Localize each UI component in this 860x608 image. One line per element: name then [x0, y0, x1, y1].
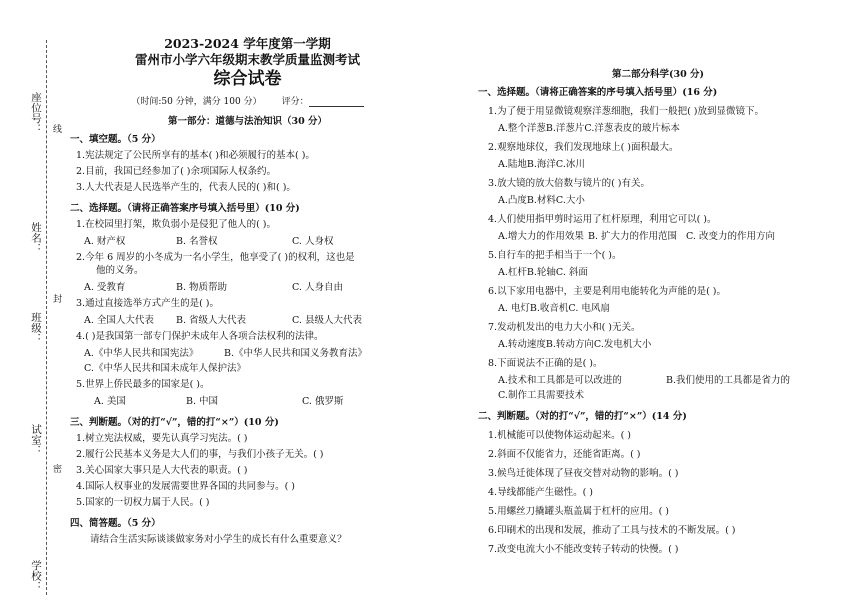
binding-margin [0, 0, 61, 608]
option: C.冰川 [555, 159, 585, 170]
time-info: （时间:50 分钟，满分 100 分） [131, 97, 262, 107]
option: A.整个洋葱 [498, 123, 546, 134]
p2-judge-q2: 2.斜面不仅能省力，还能省距离。( ) [488, 449, 641, 460]
p1-sec1-title: 一、填空题。（5 分） [70, 134, 161, 145]
p1-choice-q3: 3.通过直接选举方式产生的是( )。 [76, 298, 219, 309]
option: B. 扩大力的作用范围 [588, 231, 678, 242]
score-blank[interactable] [309, 106, 364, 107]
p2-choice-q8-options [478, 375, 838, 387]
p1-choice-q4-option-c-row [70, 363, 425, 375]
option: C.发电机大小 [593, 339, 652, 350]
class-label: 班级： [30, 312, 42, 344]
p1-fill-q2: 2.目前，我国已经参加了( )余项国际人权条约。 [76, 166, 276, 177]
seat-number-field [30, 92, 42, 134]
p1-fill-q3: 3.人大代表是人民选举产生的，代表人民的( )和( )。 [76, 182, 296, 193]
p2-choice-q1: 1.为了便于用显微镜观察洋葱细胞，我们一般把( )放到显微镜下。 [488, 106, 764, 117]
p2-choice-q8-option-c-row [478, 390, 838, 402]
p2-choice-q3: 3.放大镜的放大倍数与镜片的( )有关。 [488, 178, 650, 189]
option: A.转动速度 [498, 339, 546, 350]
p2-choice-q2-options [478, 159, 838, 171]
p1-choice-q5-options [70, 396, 425, 408]
right-column [478, 60, 838, 556]
option: C.《中华人民共和国未成年人保护法》 [84, 363, 246, 374]
exam-name-line: 雷州市小学六年级期末教学质量监测考试 [134, 52, 360, 67]
option: B. 省级人大代表 [176, 315, 247, 326]
p1-judge-q2: 2.履行公民基本义务是大人们的事，与我们小孩子无关。( ) [76, 449, 324, 460]
p2-choice-q5-options [478, 267, 838, 279]
seal-mark-secret: 密 [51, 464, 61, 473]
p2-choice-q6-options [478, 303, 838, 315]
p1-short-answer-q: 请结合生活实际谈谈做家务对小学生的成长有什么重要意义？ [90, 534, 347, 545]
p1-choice-q1: 1.在校园里打架，欺负弱小是侵犯了他人的( )。 [76, 219, 276, 230]
p2-choice-q3-options [478, 195, 838, 207]
option: A. 全国人大代表 [84, 315, 154, 326]
p2-judge-q4: 4.导线都能产生磁性。( ) [488, 487, 593, 498]
option: C. 改变力的作用方向 [686, 231, 775, 242]
option: C. 县级人大代表 [292, 315, 362, 326]
option: B.海洋 [526, 159, 556, 170]
option: C.洋葱表皮的玻片标本 [584, 123, 680, 134]
p1-judge-q5: 5.国家的一切权力属于人民。( ) [76, 497, 210, 508]
p1-judge-q3: 3.关心国家大事只是人大代表的职责。( ) [76, 465, 248, 476]
p1-judge-q1: 1.树立宪法权威，要先认真学习宪法。( ) [76, 433, 248, 444]
score-label: 评分： [281, 97, 309, 107]
option: B.收音机 [529, 303, 569, 314]
option: A. 财产权 [84, 236, 126, 247]
p1-choice-q4-options [70, 348, 425, 360]
paper-title: 综合试卷 [213, 69, 282, 89]
p1-choice-q4: 4.( )是我国第一部专门保护未成年人各项合法权利的法律。 [76, 331, 324, 342]
p2-judge-q6: 6.印刷术的出现和发展，推动了工具与技术的不断发展。( ) [488, 525, 736, 536]
name-field [30, 222, 42, 254]
p2-choice-q7-options [478, 339, 838, 351]
seat-label: 座位号： [30, 92, 42, 134]
p1-choice-q2-options [70, 282, 425, 294]
p2-choice-q8: 8.下面说法不正确的是( )。 [488, 358, 603, 369]
school-field [30, 560, 42, 592]
p1-fill-q1: 1.宪法规定了公民所享有的基本( )和必须履行的基本( )。 [76, 150, 315, 161]
p1-sec4-title: 四、简答题。（5 分） [70, 518, 161, 529]
option: B.《中华人民共和国义务教育法》 [224, 348, 368, 359]
p2-choice-q5: 5.自行车的把手相当于一个( )。 [488, 250, 622, 261]
seal-mark-seal: 封 [51, 294, 61, 303]
p2-choice-q7: 7.发动机发出的电力大小和( )无关。 [488, 322, 641, 333]
p1-choice-q2: 2.今年 6 周岁的小冬成为一名小学生，他享受了( )的权利，这也是 [76, 252, 355, 263]
p2-choice-q1-options [478, 123, 838, 135]
option: C.大小 [555, 195, 585, 206]
p2-choice-q4: 4.人们使用指甲剪时运用了杠杆原理，利用它可以( )。 [488, 214, 717, 225]
part1-title: 第一部分：道德与法治知识（30 分） [167, 116, 328, 127]
school-year-line: 2023-2024 学年度第一学期 [164, 36, 331, 51]
p2-judge-q5: 5.用螺丝刀撬罐头瓶盖属于杠杆的应用。( ) [488, 506, 669, 517]
p1-choice-q1-options [70, 236, 425, 248]
p2-choice-q6: 6.以下家用电器中，主要是利用电能转化为声能的是( )。 [488, 286, 726, 297]
p1-choice-q5: 5.世界上侨民最多的国家是( )。 [76, 379, 210, 390]
option: C. 斜面 [555, 267, 588, 278]
seal-mark-line: 线 [51, 124, 61, 133]
option: B.洋葱片 [545, 123, 585, 134]
seal-dashed-line [46, 40, 47, 595]
option: C. 人身权 [292, 236, 334, 247]
option: B. 物质帮助 [176, 282, 228, 293]
p1-sec2-title: 二、选择题。（请将正确答案序号填入括号里）(10 分) [70, 203, 300, 214]
p2-choice-q4-options [478, 231, 838, 243]
option: A. 美国 [94, 396, 126, 407]
option: C. 电风扇 [568, 303, 610, 314]
option: A.增大力的作用效果 [498, 231, 584, 242]
part2-title: 第二部分科学(30 分) [611, 69, 705, 80]
name-label: 姓名： [30, 222, 42, 254]
option: A.《中华人民共和国宪法》 [84, 348, 199, 359]
option: B.我们使用的工具都是省力的 [666, 375, 791, 386]
option: B.转动方向 [545, 339, 594, 350]
p2-judge-q1: 1.机械能可以使物体运动起来。( ) [488, 430, 631, 441]
p1-choice-q3-options [70, 315, 425, 327]
option: C. 俄罗斯 [302, 396, 344, 407]
p1-choice-q2-cont: 他的义务。 [96, 265, 144, 276]
left-column [70, 36, 425, 546]
school-label: 学校： [30, 560, 42, 592]
option: A.凸度 [498, 195, 527, 206]
p1-sec3-title: 三、判断题。（对的打“√”，错的打“×”）(10 分) [70, 417, 279, 428]
option: C. 人身自由 [292, 282, 343, 293]
p2-sec1-title: 一、选择题。（请将正确答案的序号填入括号里）(16 分) [478, 87, 718, 98]
option: B.轮轴 [526, 267, 556, 278]
room-label: 试室： [30, 424, 42, 456]
option: B. 中国 [186, 396, 219, 407]
option: C.制作工具需要技术 [498, 390, 584, 401]
exam-info-row [70, 94, 425, 107]
option: A. 受教育 [84, 282, 126, 293]
p2-judge-q7: 7.改变电流大小不能改变转子转动的快慢。( ) [488, 544, 679, 555]
option: A.技术和工具都是可以改进的 [498, 375, 622, 386]
option: A. 电灯 [498, 303, 530, 314]
p2-choice-q2: 2.观察地球仪，我们发现地球上( )面积最大。 [488, 142, 679, 153]
p2-sec2-title: 二、判断题。（对的打“√”，错的打“×”）(14 分) [478, 411, 687, 422]
room-field [30, 424, 42, 456]
p1-judge-q4: 4.国际人权事业的发展需要世界各国的共同参与。( ) [76, 481, 295, 492]
option: A.陆地 [498, 159, 527, 170]
option: B. 名誉权 [176, 236, 218, 247]
option: A.杠杆 [498, 267, 527, 278]
p2-judge-q3: 3.候鸟迁徙体现了昼夜交替对动物的影响。( ) [488, 468, 679, 479]
class-field [30, 312, 42, 344]
option: B.材料 [526, 195, 556, 206]
